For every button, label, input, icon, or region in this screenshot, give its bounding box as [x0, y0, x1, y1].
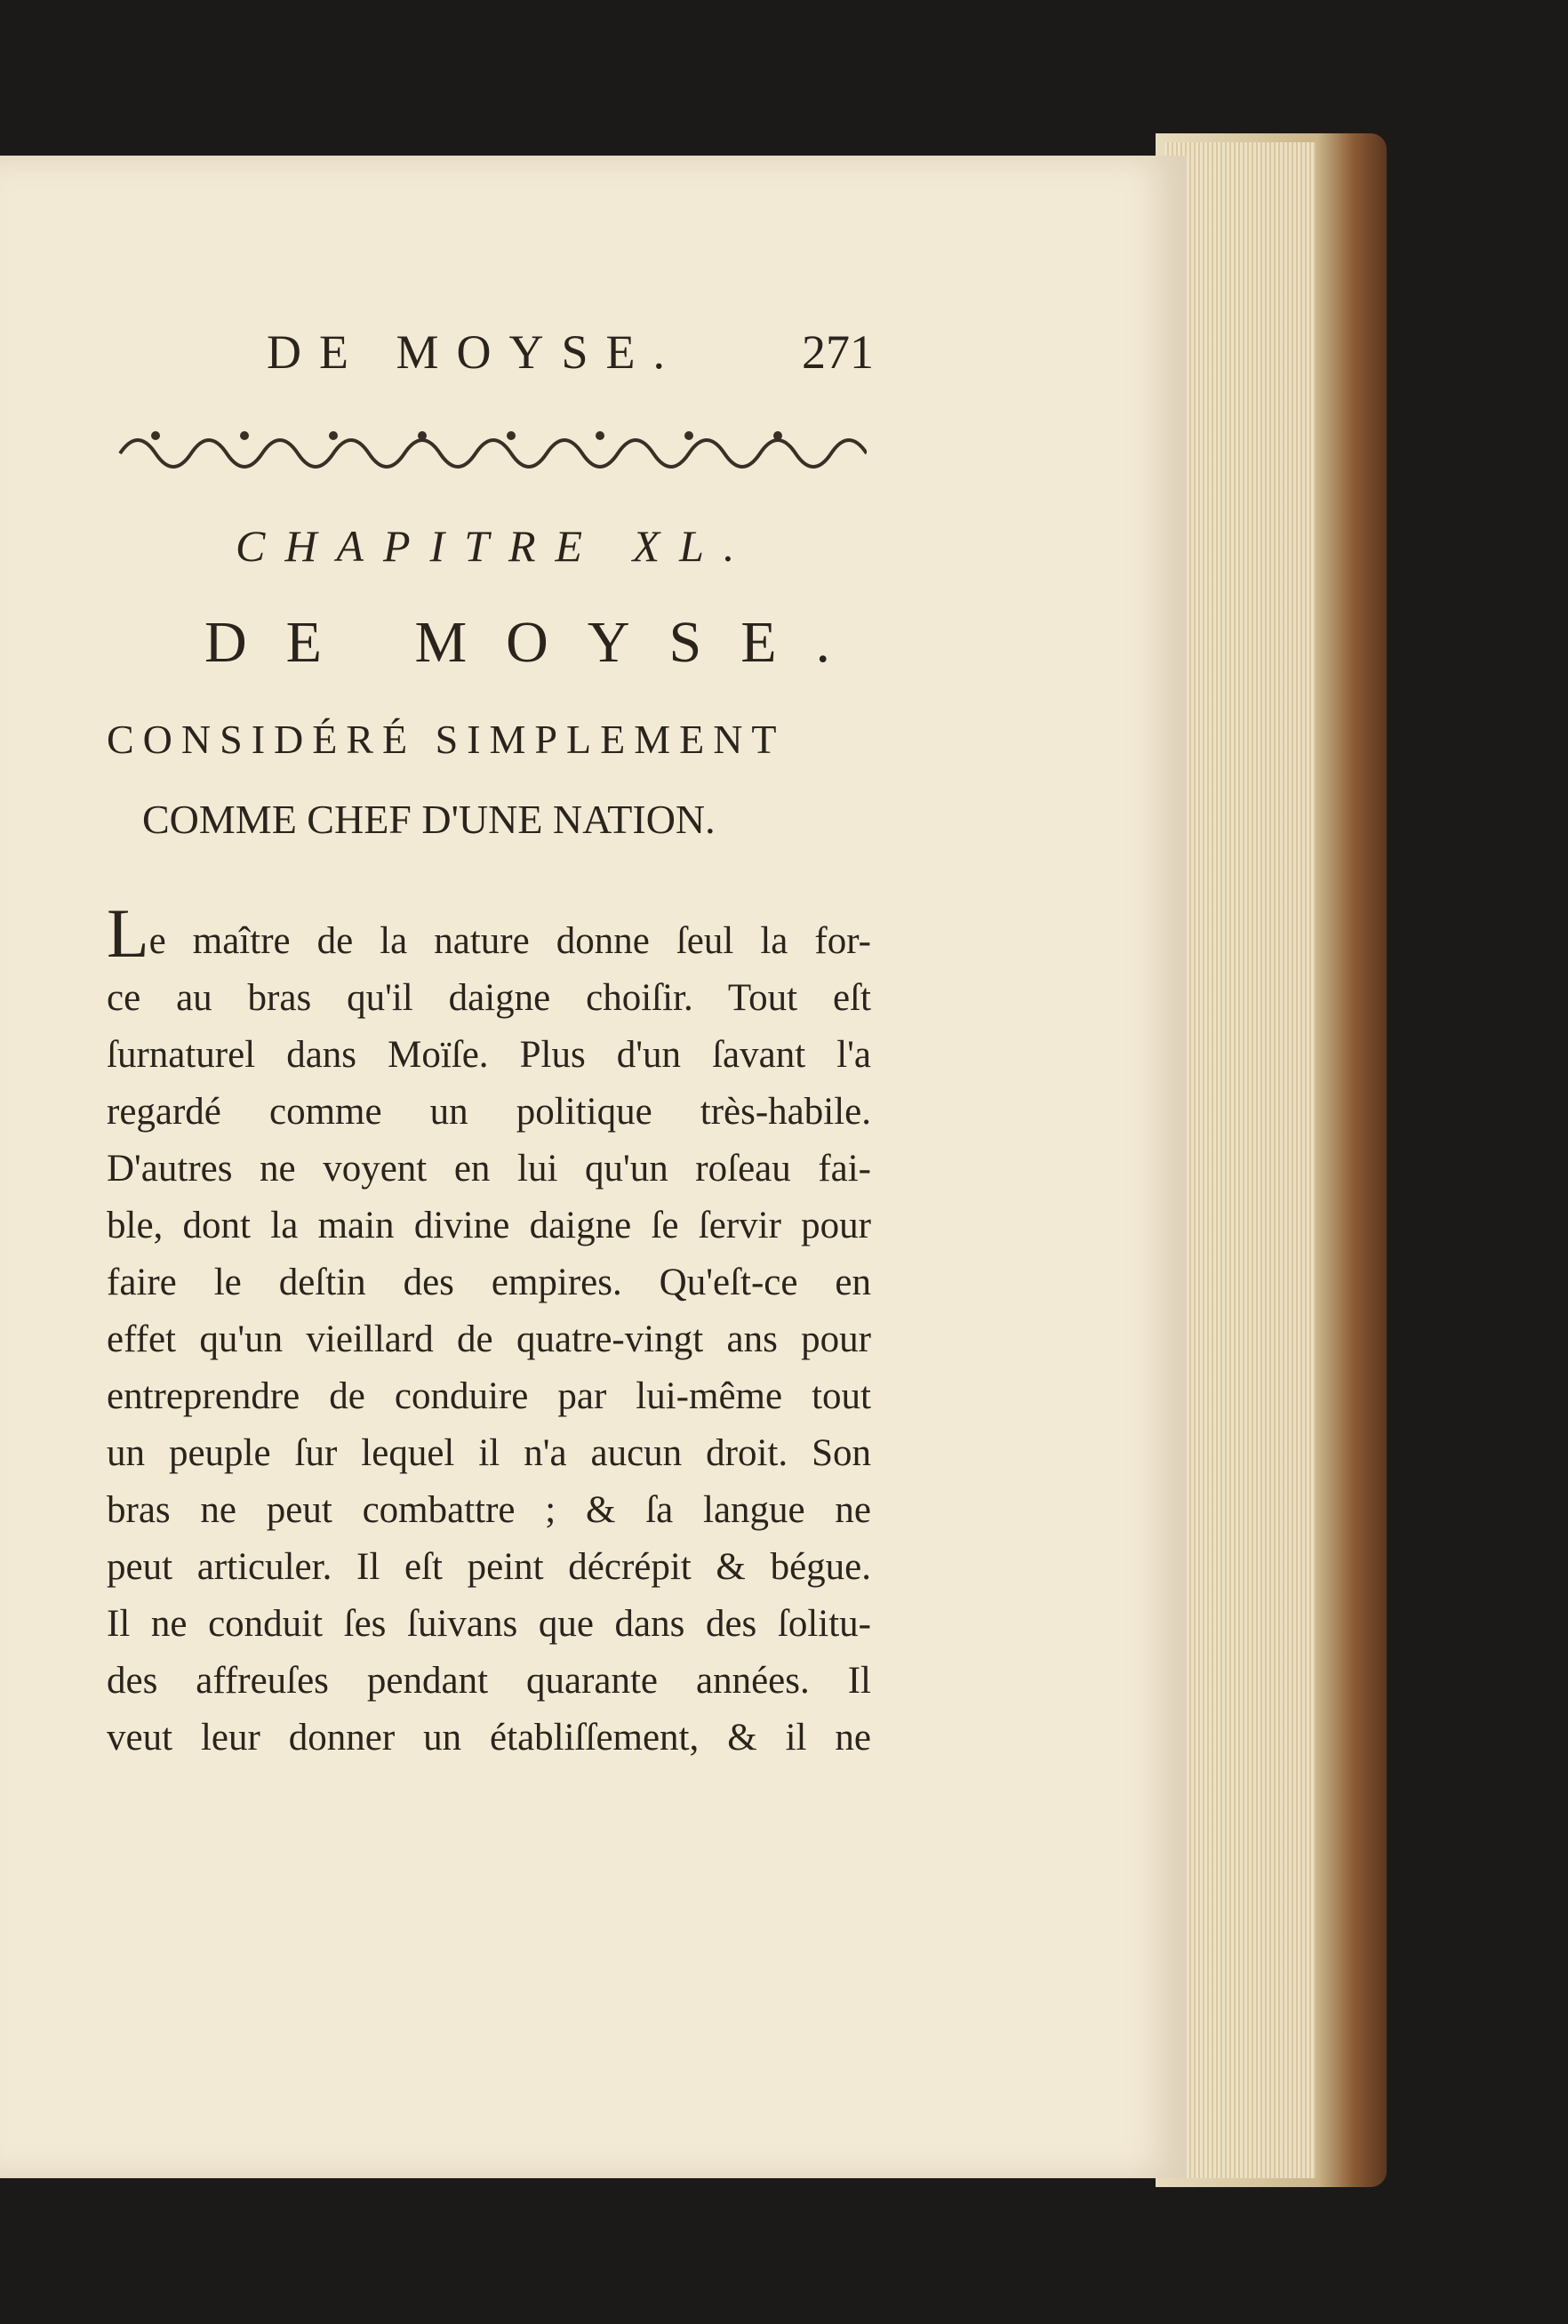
- body-line: Il ne conduit ſes ſuivans que dans des ſolitu-: [107, 1603, 871, 1645]
- body-line: veut leur donner un établiſſement, & il ne: [107, 1717, 871, 1759]
- body-line: D'autres ne voyent en lui qu'un roſeau fai-: [107, 1148, 871, 1190]
- subtitle-line: CONSIDÉRÉ SIMPLEMENT: [107, 717, 786, 762]
- body-paragraph: [107, 894, 871, 1767]
- body-line-text: e maître de la nature donne ſeul la for-: [148, 920, 871, 962]
- chapter-title: DE MOYSE.: [204, 610, 870, 675]
- running-head: DE MOYSE.: [267, 325, 684, 379]
- body-line: bras ne peut combattre ; & ſa langue ne: [107, 1489, 871, 1531]
- chapter-heading: CHAPITRE XL.: [236, 521, 755, 571]
- body-line: peut articuler. Il eſt peint décrépit & bégue.: [107, 1546, 871, 1588]
- page-stack: [1164, 142, 1316, 2178]
- body-line: faire le deſtin des empires. Qu'eſt-ce en: [107, 1262, 871, 1303]
- body-line: entreprendre de conduire par lui-même tout: [107, 1375, 871, 1417]
- body-line: [107, 894, 871, 972]
- body-line: des affreuſes pendant quarante années. Il: [107, 1660, 871, 1702]
- subtitle-line: COMME CHEF D'UNE NATION.: [142, 797, 716, 842]
- body-line: regardé comme un politique très-habile.: [107, 1091, 871, 1133]
- drop-cap: L: [107, 894, 149, 972]
- body-line: ce au bras qu'il daigne choiſir. Tout eſt: [107, 977, 871, 1019]
- body-line: ble, dont la main divine daigne ſe ſervir pour: [107, 1205, 871, 1246]
- body-line: ſurnaturel dans Moïſe. Plus d'un ſavant l'a: [107, 1034, 871, 1076]
- body-line: effet qu'un vieillard de quatre-vingt ans pour: [107, 1318, 871, 1360]
- page-number: 271: [802, 325, 874, 379]
- body-line: un peuple ſur lequel il n'a aucun droit. Son: [107, 1432, 871, 1474]
- ornament-band: [111, 418, 867, 471]
